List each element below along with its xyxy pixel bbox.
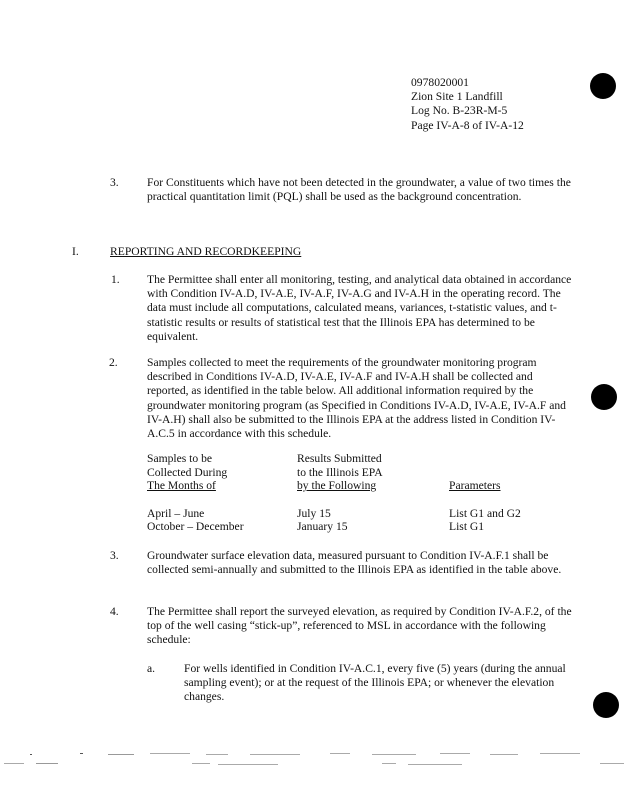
prev-item-number: 3.	[110, 176, 119, 189]
header-document-id: 0978020001	[411, 76, 469, 89]
item-1-number: 1.	[111, 273, 120, 286]
punch-hole-bottom	[593, 692, 619, 718]
section-letter: I.	[72, 245, 79, 258]
table-header-col3	[449, 452, 521, 493]
table-header-col1	[147, 452, 297, 493]
row1-submit: July 15	[297, 506, 331, 520]
header-log-number: Log No. B-23R-M-5	[411, 104, 508, 118]
item-3-text: Groundwater surface elevation data, measured pursuant to Condition IV-A.F.1 shall be collected semi-annually and submitted to the Illinois EPA as identified in the table above.	[147, 549, 562, 577]
header-col2-line1: Results Submitted	[297, 452, 382, 465]
item-1-text: The Permittee shall enter all monitoring, testing, and analytical data obtained in accordance with Condition IV-A.D, IV-A.E, IV-A.F, IV-A.G and IV-A.H in the operating record. The data must include all computations, calculated means, variances, t-statistic values, and t-statistic results or results of statistical test that the Illinois EPA has determined to be equivalent.	[147, 273, 572, 343]
header-col1-line3: The Months of	[147, 479, 216, 493]
row2-months: October – December	[147, 520, 244, 534]
table-row	[147, 520, 521, 534]
header-col2-line2: to the Illinois EPA	[297, 465, 383, 479]
section-title: REPORTING AND RECORDKEEPING	[110, 245, 302, 258]
row1-params: List G1 and G2	[449, 506, 521, 520]
header-col1-line2: Collected During	[147, 465, 228, 479]
table-row	[147, 507, 521, 521]
header-page-number: Page IV-A-8 of IV-A-12	[411, 118, 524, 132]
row2-submit: January 15	[297, 520, 348, 534]
punch-hole-top	[590, 73, 616, 99]
item-3-number: 3.	[110, 549, 119, 562]
punch-hole-middle	[591, 384, 617, 410]
item-2-number: 2.	[109, 356, 118, 369]
page-header	[411, 76, 524, 133]
item-4-number: 4.	[110, 605, 119, 618]
row1-months: April – June	[147, 506, 205, 520]
header-site-name: Zion Site 1 Landfill	[411, 90, 503, 104]
table-header-col2	[297, 452, 449, 493]
header-col1-line1: Samples to be	[147, 452, 213, 465]
schedule-table	[147, 452, 521, 534]
subitem-a-text: For wells identified in Condition IV-A.C.1, every five (5) years (during the annual sampling event); or at the request of the Illinois EPA; or whenever the elevation changes.	[184, 662, 566, 704]
item-4-text: The Permittee shall report the surveyed elevation, as required by Condition IV-A.F.2, of the top of the well casing “stick-up”, referenced to MSL in accordance with the following schedule:	[147, 605, 572, 647]
scan-noise-marks	[0, 750, 642, 770]
item-2-text: Samples collected to meet the requirements of the groundwater monitoring program described in Conditions IV-A.D, IV-A.E, IV-A.F and IV-A.H shall be collected and reported, as identified in the table below. All additional information required by the groundwater monitoring program (as Specified in Conditions IV-A.D, IV-A.E, IV-A.F and IV-A.H) shall also be submitted to the Illinois EPA at the address listed in Condition IV-A.C.5 in accordance with this schedule.	[147, 356, 566, 441]
header-col3-line3: Parameters	[449, 479, 501, 493]
prev-item-text: For Constituents which have not been detected in the groundwater, a value of two times the practical quantitation limit (PQL) shall be used as the background concentration.	[147, 176, 571, 204]
row2-params: List G1	[449, 520, 485, 534]
subitem-a-letter: a.	[147, 662, 156, 675]
header-col2-line3: by the Following	[297, 479, 377, 493]
